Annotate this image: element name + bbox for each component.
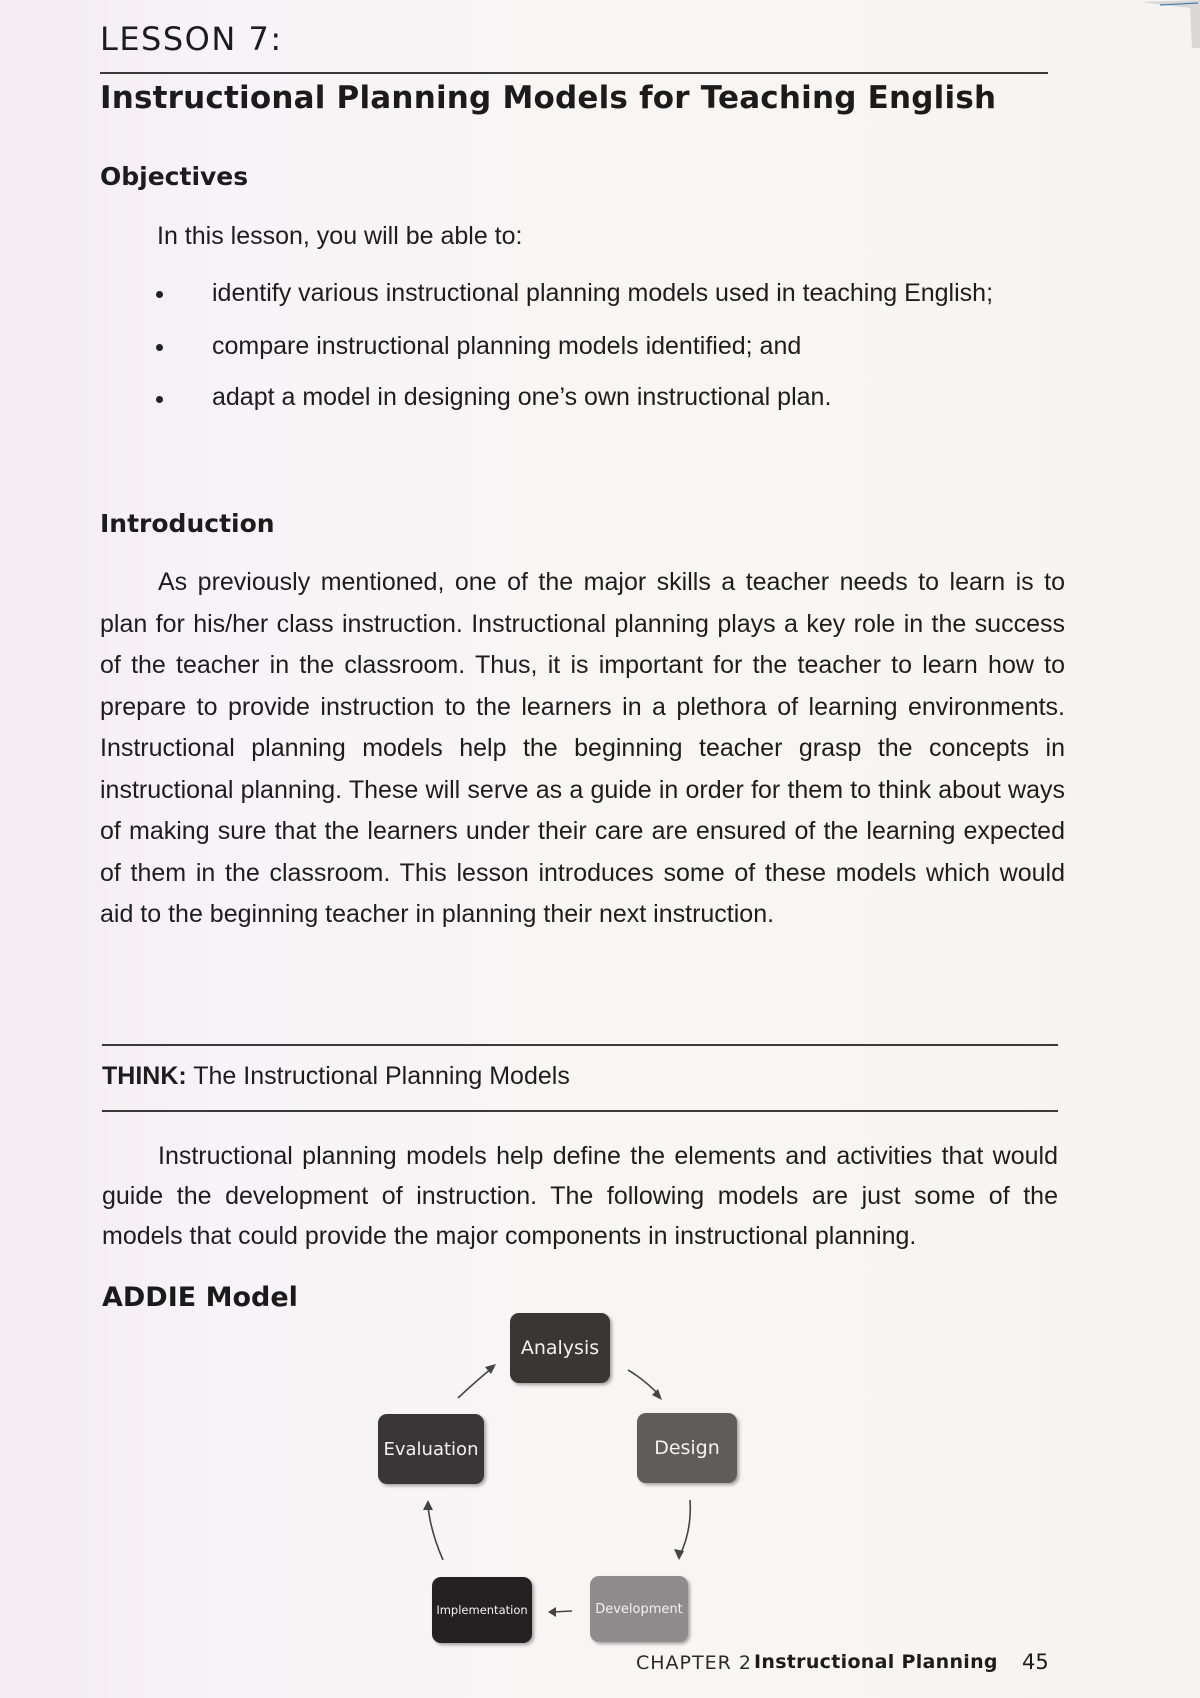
introduction-paragraph: As previously mentioned, one of the major skills a teacher needs to learn is to plan for his/her class instruction. Instructional planning plays a key role in the success of the teacher in the classroom. Thus, it is important for the teacher to learn how to prepare to provide instruction to the learners in a plethora of learning environments. Instructional planning models help the beginning teacher grasp the concepts in instructional planning. These will serve as a guide in order for them to think about ways of making sure that the learners under their care are ensured of the learning expected of them in the classroom. This lesson introduces some of these models which would aid to the beginning teacher in planning their next instruction. bbox=[100, 568, 1065, 928]
footer-chapter: CHAPTER 2 bbox=[636, 1652, 752, 1674]
arrow-design-to-development bbox=[680, 1500, 690, 1555]
arrow-implementation-to-evaluation bbox=[428, 1505, 443, 1560]
footer-title: Instructional Planning bbox=[754, 1651, 998, 1673]
lesson-label: LESSON 7: bbox=[100, 20, 283, 58]
think-title: The Instructional Planning Models bbox=[193, 1062, 570, 1090]
addie-heading: ADDIE Model bbox=[102, 1282, 298, 1313]
objective-text: adapt a model in designing one’s own instructional plan. bbox=[212, 383, 832, 411]
analysis-label: Analysis bbox=[520, 1337, 600, 1359]
think-paragraph: Instructional planning models help define the elements and activities that would guide the development of instruction. The following models are just some of the models that could provide the major components in instructional planning. bbox=[102, 1142, 1058, 1250]
page-corner-edge bbox=[1140, 0, 1200, 48]
introduction-heading: Introduction bbox=[100, 509, 275, 538]
development-label: Development bbox=[595, 1601, 683, 1617]
page-number: 45 bbox=[1022, 1650, 1049, 1674]
lesson-title: Instructional Planning Models for Teaching English bbox=[100, 80, 997, 116]
evaluation-label: Evaluation bbox=[383, 1438, 479, 1460]
objectives-intro: In this lesson, you will be able to: bbox=[157, 222, 523, 250]
objective-text: compare instructional planning models identified; and bbox=[212, 332, 802, 360]
arrowhead-icon bbox=[423, 1500, 433, 1510]
arrow-evaluation-to-analysis bbox=[458, 1368, 492, 1398]
objectives-heading: Objectives bbox=[100, 162, 249, 191]
implementation-label: Implementation bbox=[436, 1603, 528, 1617]
objective-text: identify various instructional planning models used in teaching English; bbox=[212, 279, 994, 307]
arrowhead-icon bbox=[652, 1389, 662, 1400]
arrowhead-icon bbox=[548, 1607, 556, 1617]
think-label: THINK: bbox=[102, 1062, 187, 1090]
design-label: Design bbox=[654, 1437, 720, 1459]
